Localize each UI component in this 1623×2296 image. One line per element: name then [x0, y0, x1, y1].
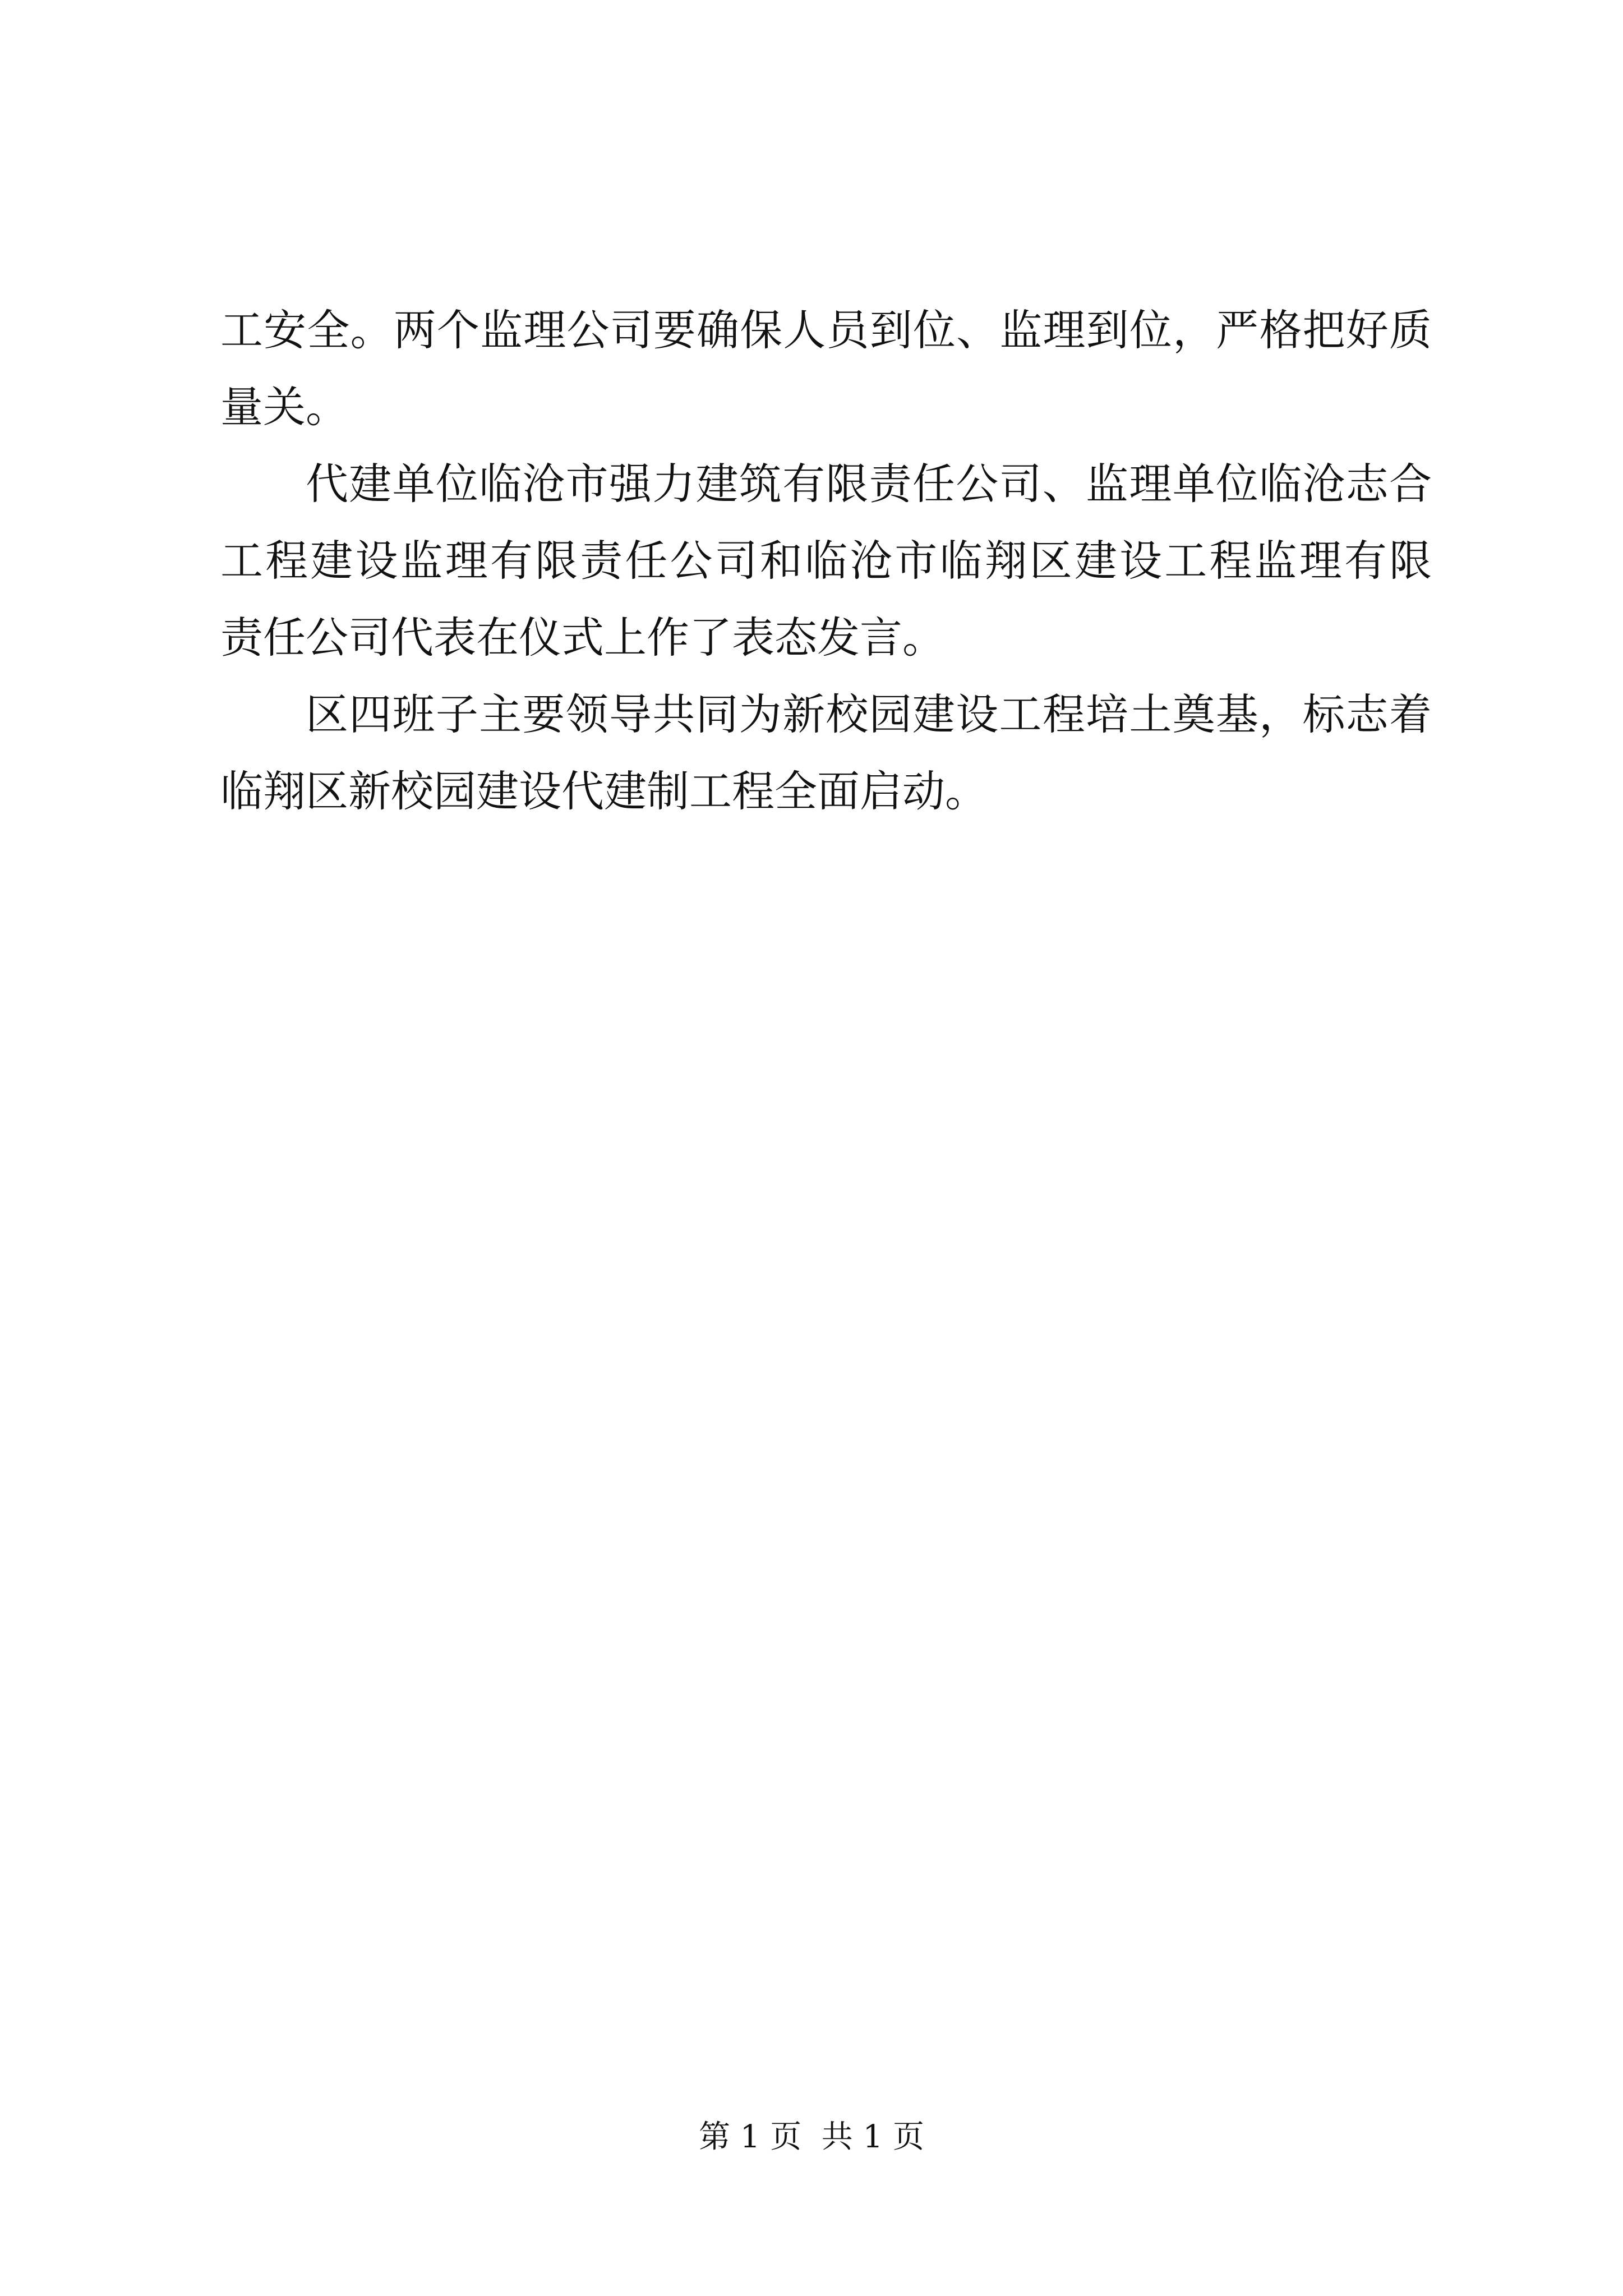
page-footer: 第 1 页 共 1 页: [698, 2119, 925, 2155]
paragraph-line: 临翔区新校园建设代建制工程全面启动。: [220, 766, 988, 816]
paragraph-3: [220, 676, 1432, 830]
paragraph-line: 量关。: [220, 382, 348, 432]
paragraph-line: 代建单位临沧市强力建筑有限责任公司、监理单位临沧志合: [306, 459, 1432, 509]
paragraph-2: [220, 445, 1432, 676]
paragraph-line: 责任公司代表在仪式上作了表态发言。: [220, 613, 945, 662]
paragraph-line: 区四班子主要领导共同为新校园建设工程培土奠基，标志着: [306, 689, 1432, 739]
paragraph-line: 工安全。两个监理公司要确保人员到位、监理到位，严格把好质: [220, 305, 1432, 355]
paragraph-line: 工程建设监理有限责任公司和临沧市临翔区建设工程监理有限: [220, 536, 1432, 586]
paragraph-1: [220, 292, 1432, 445]
document-body: [220, 292, 1432, 830]
